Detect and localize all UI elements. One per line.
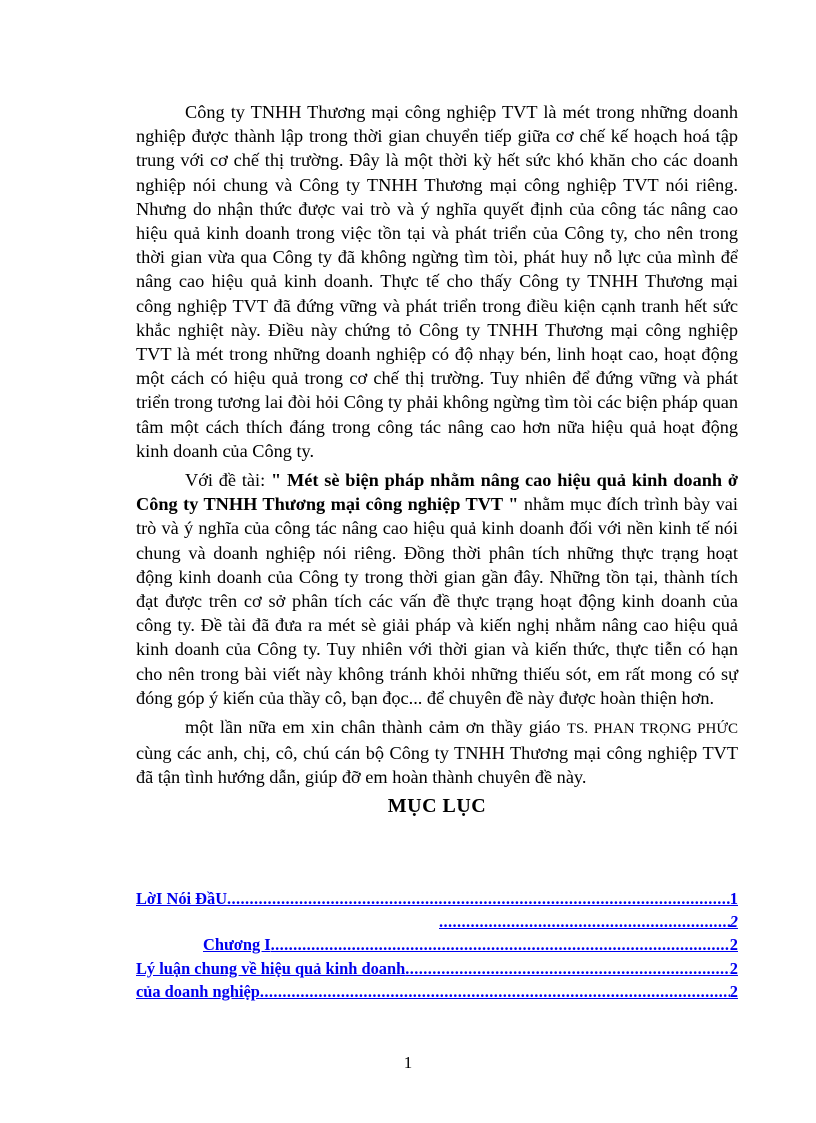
toc-entry-page: 2 bbox=[729, 958, 738, 978]
toc-entry-page: 2 bbox=[729, 912, 738, 932]
toc-leader bbox=[271, 933, 730, 956]
toc-entry-label: Chương I bbox=[203, 935, 271, 955]
ack-lead: một lần nữa em xin chân thành cảm ơn thầy giáo bbox=[185, 717, 567, 738]
toc-leader bbox=[227, 887, 730, 910]
topic-title: " Mét sè biện pháp nhằm nâng cao hiệu quả kinh doanh ở Công ty TNHH Thương mại công nghiệp TVT " bbox=[136, 470, 738, 515]
page-number: 1 bbox=[403, 1053, 413, 1072]
document-body bbox=[136, 100, 738, 818]
toc-entry-label: của doanh nghiệp bbox=[136, 981, 260, 1001]
intro-paragraph-2 bbox=[136, 468, 738, 710]
intro-paragraph-1: Công ty TNHH Thương mại công nghiệp TVT là mét trong những doanh nghiệp được thành lập trong thời gian chuyển tiếp giữa cơ chế kế hoạch hoá tập trung với cơ chế thị trường. Đây là một thời kỳ hết sức khó khăn cho các doanh nghiệp nói chung và Công ty TNHH Thương mại công nghiệp TVT nói riêng. Nhưng do nhận thức được vai trò và ý nghĩa quyết định của công tác nâng cao hiệu quả kinh doanh trong việc tồn tại và phát triển của Công ty, cho nên trong thời gian vừa qua Công ty đã không ngừng tìm tòi, phát huy nỗ lực của mình để nâng cao hiệu quả kinh doanh. Thực tế cho thấy Công ty TNHH Thương mại công nghiệp TVT đã đứng vững và phát triển trong điều kiện cạnh tranh hết sức khắc nghiệt này. Điều này chứng tỏ Công ty TNHH Thương mại công nghiệp TVT là mét trong những doanh nghiệp có độ nhạy bén, linh hoạt cao, hoạt động một cách có hiệu quả trong cơ chế thị trường. Tuy nhiên để đứng vững và phát triển trong tương lai đòi hỏi Công ty phải không ngừng tìm tòi các biện pháp quan tâm một cách thích đáng trong công tác nâng cao hơn nữa hiệu quả hoạt động kinh doanh của Công ty. bbox=[136, 102, 738, 461]
advisor-name: TS. PHAN TRỌNG PHỨC bbox=[566, 721, 738, 738]
toc-leader bbox=[439, 910, 730, 933]
toc-entry-chapter-1[interactable] bbox=[136, 933, 738, 956]
toc-leader bbox=[260, 980, 730, 1003]
toc-entry-label: Lý luận chung về hiệu quả kinh doanh bbox=[136, 958, 406, 978]
toc-entry-blank[interactable] bbox=[136, 910, 738, 933]
toc-leader bbox=[405, 957, 730, 980]
toc-entry-preface[interactable] bbox=[136, 887, 738, 910]
toc-entry-page: 2 bbox=[729, 981, 738, 1001]
toc-entry-page: 1 bbox=[729, 889, 738, 908]
topic-lead: Với đề tài: bbox=[185, 470, 271, 491]
toc-entry-page: 2 bbox=[729, 935, 738, 955]
acknowledgement-paragraph bbox=[136, 715, 738, 790]
table-of-contents bbox=[136, 887, 738, 1003]
toc-entry-label: LờI Nói ĐầU bbox=[136, 889, 228, 908]
ack-rest: cùng các anh, chị, cô, chú cán bộ Công ty TNHH Thương mại công nghiệp TVT đã tận tình hướng dẫn, giúp đỡ em hoàn thành chuyên đề này. bbox=[136, 743, 738, 788]
topic-description: nhằm mục đích trình bày vai trò và ý nghĩa của công tác nâng cao hiệu quả kinh doanh đối với nền kinh tế nói chung và doanh nghiệp nói riêng. Đồng thời phân tích những thực trạng hoạt động kinh doanh của Công ty trong thời gian gần đây. Những tồn tại, thành tích đạt được trên cơ sở phân tích các vấn đề thực trạng hoạt động kinh doanh của công ty. Đề tài đã đưa ra mét sè giải pháp và kiến nghị nhằm nâng cao hiệu quả kinh doanh của Công ty. Tuy nhiên với thời gian và kiến thức, thực tiễn có hạn cho nên trong bài viết này không tránh khỏi những thiếu sót, em rất mong có sự đóng góp ý kiến của thầy cô, bạn đọc... để chuyên đề này được hoàn thiện hơn. bbox=[136, 494, 738, 708]
toc-entry-theory[interactable] bbox=[136, 957, 738, 980]
toc-entry-enterprise[interactable] bbox=[136, 980, 738, 1003]
toc-heading: MỤC LỤC bbox=[387, 794, 487, 817]
